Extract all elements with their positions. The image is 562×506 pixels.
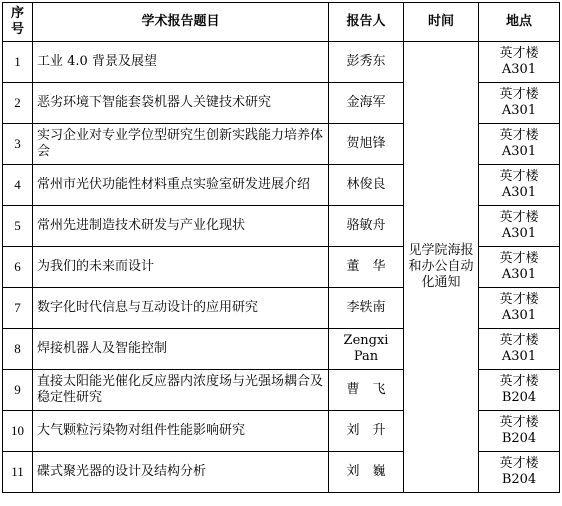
location-building: 英才楼 — [499, 210, 539, 225]
location-room: A301 — [501, 62, 537, 77]
row-speaker: 林俊良 — [329, 165, 404, 206]
location-room: A301 — [501, 185, 537, 200]
header-time: 时间 — [404, 3, 479, 42]
row-location — [479, 42, 560, 83]
row-title: 碟式聚光器的设计及结构分析 — [33, 452, 329, 493]
row-speaker: 骆敏舟 — [329, 206, 404, 247]
row-title: 常州市光伏功能性材料重点实验室研发进展介绍 — [33, 165, 329, 206]
row-title: 为我们的未来而设计 — [33, 247, 329, 288]
table-row — [3, 42, 560, 83]
row-title: 直接太阳能光催化反应器内浓度场与光强场耦合及稳定性研究 — [33, 370, 329, 411]
row-index: 4 — [3, 165, 33, 206]
header-index: 序号 — [3, 3, 33, 42]
row-index: 1 — [3, 42, 33, 83]
location-building: 英才楼 — [499, 251, 539, 266]
location-building: 英才楼 — [499, 292, 539, 307]
row-location — [479, 124, 560, 165]
location-room: B204 — [501, 472, 537, 487]
row-index: 5 — [3, 206, 33, 247]
row-title: 数字化时代信息与互动设计的应用研究 — [33, 288, 329, 329]
row-speaker: 曹 飞 — [329, 370, 404, 411]
location-building: 英才楼 — [499, 456, 539, 471]
location-building: 英才楼 — [499, 87, 539, 102]
location-building: 英才楼 — [499, 415, 539, 430]
row-index: 6 — [3, 247, 33, 288]
header-speaker: 报告人 — [329, 3, 404, 42]
row-location — [479, 411, 560, 452]
row-speaker: 彭秀东 — [329, 42, 404, 83]
row-location — [479, 329, 560, 370]
row-location — [479, 247, 560, 288]
row-index: 2 — [3, 83, 33, 124]
location-building: 英才楼 — [499, 374, 539, 389]
location-room: A301 — [501, 103, 537, 118]
row-title: 恶劣环境下智能套袋机器人关键技术研究 — [33, 83, 329, 124]
location-room: A301 — [501, 267, 537, 282]
row-title: 常州先进制造技术研发与产业化现状 — [33, 206, 329, 247]
row-speaker: 李轶南 — [329, 288, 404, 329]
row-location — [479, 165, 560, 206]
row-title: 工业 4.0 背景及展望 — [33, 42, 329, 83]
row-speaker: 刘 巍 — [329, 452, 404, 493]
row-speaker: Zengxi Pan — [329, 329, 404, 370]
row-location — [479, 370, 560, 411]
row-location — [479, 83, 560, 124]
header-row — [3, 3, 560, 42]
row-title: 焊接机器人及智能控制 — [33, 329, 329, 370]
row-index: 11 — [3, 452, 33, 493]
time-note: 见学院海报和办公自动化通知 — [404, 42, 479, 493]
row-index: 8 — [3, 329, 33, 370]
location-room: B204 — [501, 431, 537, 446]
row-location — [479, 206, 560, 247]
location-room: B204 — [501, 390, 537, 405]
row-index: 3 — [3, 124, 33, 165]
row-location — [479, 288, 560, 329]
location-room: A301 — [501, 308, 537, 323]
lecture-schedule-table — [2, 2, 560, 493]
location-building: 英才楼 — [499, 128, 539, 143]
location-room: A301 — [501, 349, 537, 364]
location-building: 英才楼 — [499, 169, 539, 184]
row-speaker: 董 华 — [329, 247, 404, 288]
row-speaker: 金海军 — [329, 83, 404, 124]
row-location — [479, 452, 560, 493]
row-index: 10 — [3, 411, 33, 452]
row-index: 7 — [3, 288, 33, 329]
location-building: 英才楼 — [499, 46, 539, 61]
row-title: 大气颗粒污染物对组件性能影响研究 — [33, 411, 329, 452]
row-speaker: 贺旭锋 — [329, 124, 404, 165]
location-building: 英才楼 — [499, 333, 539, 348]
row-title: 实习企业对专业学位型研究生创新实践能力培养体会 — [33, 124, 329, 165]
header-location: 地点 — [479, 3, 560, 42]
location-room: A301 — [501, 226, 537, 241]
header-title: 学术报告题目 — [33, 3, 329, 42]
row-index: 9 — [3, 370, 33, 411]
location-room: A301 — [501, 144, 537, 159]
row-speaker: 刘 升 — [329, 411, 404, 452]
